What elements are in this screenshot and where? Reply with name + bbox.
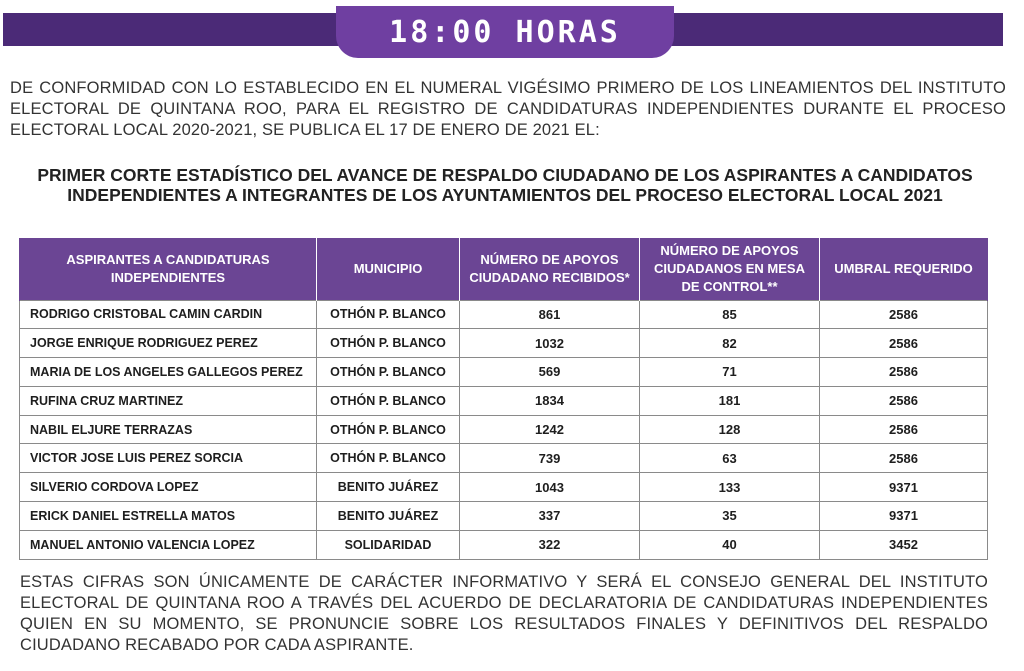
header-apoyos-mesa-control: NÚMERO DE APOYOS CIUDADANOS EN MESA DE CONTROL** [640,238,820,300]
cell-name: RODRIGO CRISTOBAL CAMIN CARDIN [20,300,317,329]
cell-name: RUFINA CRUZ MARTINEZ [20,386,317,415]
cell-mesa: 181 [640,386,820,415]
cell-recibidos: 739 [460,444,640,473]
results-table [19,238,988,560]
cell-mesa: 128 [640,415,820,444]
cell-name: MARIA DE LOS ANGELES GALLEGOS PEREZ [20,358,317,387]
table-row [20,386,988,415]
cell-municipio: OTHÓN P. BLANCO [317,329,460,358]
cell-mesa: 63 [640,444,820,473]
cell-recibidos: 1032 [460,329,640,358]
cell-umbral: 2586 [820,329,988,358]
cell-municipio: OTHÓN P. BLANCO [317,358,460,387]
intro-paragraph: DE CONFORMIDAD CON LO ESTABLECIDO EN EL NUMERAL VIGÉSIMO PRIMERO DE LOS LINEAMIENTOS DEL INSTITUTO ELECTORAL DE QUINTANA ROO, PARA EL REGISTRO DE CANDIDATURAS INDEPENDIENTES DURANTE EL PROCESO ELECTORAL LOCAL 2020-2021, SE PUBLICA EL 17 DE ENERO DE 2021 EL: [10,79,1006,139]
cell-municipio: OTHÓN P. BLANCO [317,300,460,329]
cell-mesa: 82 [640,329,820,358]
cell-umbral: 2586 [820,386,988,415]
cell-umbral: 2586 [820,444,988,473]
table-row [20,530,988,559]
header-municipio: MUNICIPIO [317,238,460,300]
cell-recibidos: 861 [460,300,640,329]
cell-name: NABIL ELJURE TERRAZAS [20,415,317,444]
cell-municipio: OTHÓN P. BLANCO [317,386,460,415]
header-aspirantes: ASPIRANTES A CANDIDATURAS INDEPENDIENTES [20,238,317,300]
header-umbral-requerido: UMBRAL REQUERIDO [820,238,988,300]
table-row [20,415,988,444]
cell-name: MANUEL ANTONIO VALENCIA LOPEZ [20,530,317,559]
cell-mesa: 85 [640,300,820,329]
cell-recibidos: 1242 [460,415,640,444]
cell-name: SILVERIO CORDOVA LOPEZ [20,473,317,502]
table-row [20,502,988,531]
table-row [20,300,988,329]
table-header [20,238,988,300]
cell-mesa: 35 [640,502,820,531]
cell-umbral: 9371 [820,473,988,502]
cell-umbral: 9371 [820,502,988,531]
header-apoyos-recibidos: NÚMERO DE APOYOS CIUDADANO RECIBIDOS* [460,238,640,300]
table-row [20,358,988,387]
cell-umbral: 2586 [820,415,988,444]
cell-name: JORGE ENRIQUE RODRIGUEZ PEREZ [20,329,317,358]
table-row [20,444,988,473]
cell-recibidos: 1043 [460,473,640,502]
cell-name: ERICK DANIEL ESTRELLA MATOS [20,502,317,531]
cell-recibidos: 569 [460,358,640,387]
cell-mesa: 71 [640,358,820,387]
cell-municipio: OTHÓN P. BLANCO [317,444,460,473]
cell-recibidos: 337 [460,502,640,531]
cell-municipio: SOLIDARIDAD [317,530,460,559]
cell-municipio: OTHÓN P. BLANCO [317,415,460,444]
table-row [20,329,988,358]
cell-recibidos: 322 [460,530,640,559]
footer-disclaimer: ESTAS CIFRAS SON ÚNICAMENTE DE CARÁCTER INFORMATIVO Y SERÁ EL CONSEJO GENERAL DEL INSTITUTO ELECTORAL DE QUINTANA ROO A TRAVÉS DEL ACUERDO DE DECLARATORIA DE CANDIDATURAS INDEPENDIENTES QUIEN EN SU MOMENTO, SE PRONUNCIE SOBRE LOS RESULTADOS FINALES Y DEFINITIVOS DEL RESPALDO CIUDADANO RECABADO POR CADA ASPIRANTE. [20,573,988,654]
cell-municipio: BENITO JUÁREZ [317,502,460,531]
cell-umbral: 2586 [820,300,988,329]
document-title: PRIMER CORTE ESTADÍSTICO DEL AVANCE DE RESPALDO CIUDADANO DE LOS ASPIRANTES A CANDIDATOS INDEPENDIENTES A INTEGRANTES DE LOS AYUNTAMIENTOS DEL PROCESO ELECTORAL LOCAL 2021 [37,165,973,205]
time-label: 18:00 HORAS [389,14,621,50]
cell-mesa: 133 [640,473,820,502]
cell-municipio: BENITO JUÁREZ [317,473,460,502]
cell-mesa: 40 [640,530,820,559]
cell-umbral: 2586 [820,358,988,387]
cell-umbral: 3452 [820,530,988,559]
table-row [20,473,988,502]
table-body [20,300,988,559]
time-banner [336,6,674,58]
cell-recibidos: 1834 [460,386,640,415]
cell-name: VICTOR JOSE LUIS PEREZ SORCIA [20,444,317,473]
